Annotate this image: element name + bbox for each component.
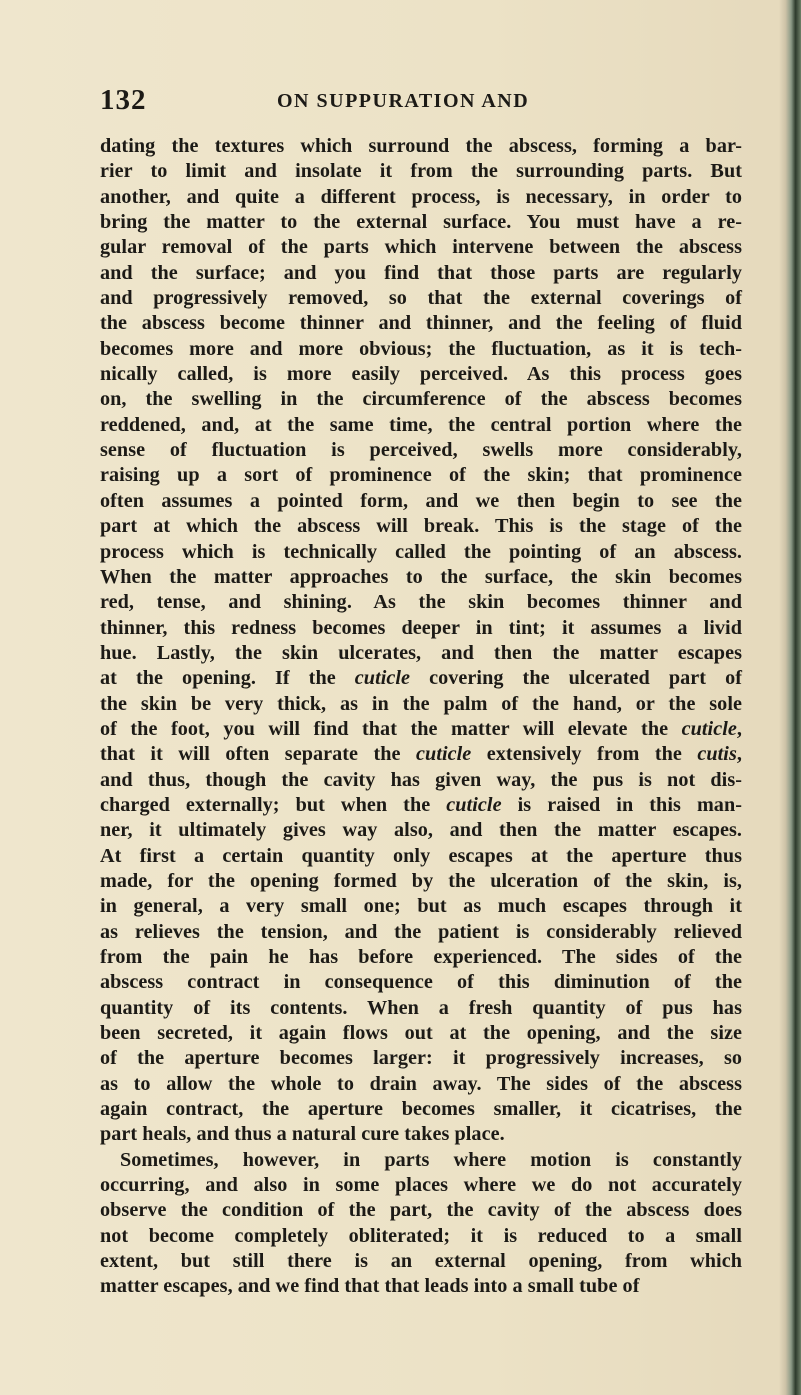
text-line: observe the condition of the part, the cavity of the abscess does	[100, 1199, 742, 1222]
text-line: rier to limit and insolate it from the surrounding parts. But	[100, 160, 742, 183]
text-line: reddened, and, at the same time, the central portion where the	[100, 413, 742, 436]
text-span: of the foot, you will find that the matter will elevate the	[100, 717, 682, 740]
text-line: ner, it ultimately gives way also, and then the matter escapes.	[100, 819, 742, 842]
text-span: extensively from the	[471, 743, 698, 766]
text-line: gular removal of the parts which intervene between the abscess	[100, 236, 742, 259]
text-line: bring the matter to the external surface. You must have a re-	[100, 211, 742, 234]
text-line: red, tense, and shining. As the skin becomes thinner and	[100, 591, 742, 614]
text-line: part at which the abscess will break. This is the stage of the	[100, 515, 742, 538]
text-line: not become completely obliterated; it is reduced to a small	[100, 1224, 742, 1247]
page-number: 132	[100, 84, 147, 116]
text-line: of the aperture becomes larger: it progressively increases, so	[100, 1047, 742, 1070]
text-line: as to allow the whole to drain away. The sides of the abscess	[100, 1072, 742, 1095]
text-line	[100, 793, 742, 818]
text-line: extent, but still there is an external opening, from which	[100, 1250, 742, 1273]
italic-term: cuticle	[416, 743, 472, 766]
text-span: covering the ulcerated part of	[410, 667, 742, 690]
text-line: made, for the opening formed by the ulceration of the skin, is,	[100, 869, 742, 892]
text-line: abscess contract in consequence of this diminution of the	[100, 971, 742, 994]
text-line: been secreted, it again flows out at the opening, and the size	[100, 1022, 742, 1045]
text-line: At first a certain quantity only escapes at the aperture thus	[100, 844, 742, 867]
text-line: again contract, the aperture becomes smaller, it cicatrises, the	[100, 1098, 742, 1121]
italic-term: cuticle	[446, 793, 502, 816]
text-line: and the surface; and you find that those parts are regularly	[100, 261, 742, 284]
text-line: another, and quite a different process, is necessary, in order to	[100, 185, 742, 208]
text-line: from the pain he has before experienced. The sides of the	[100, 946, 742, 968]
text-line: quantity of its contents. When a fresh quantity of pus has	[100, 996, 742, 1019]
text-line	[100, 742, 742, 767]
italic-term: cuticle	[354, 667, 411, 690]
text-span: charged externally; but when the	[100, 793, 447, 816]
text-line: matter escapes, and we find that that leads into a small tube of	[100, 1275, 640, 1298]
text-span: is raised in this man-	[501, 793, 743, 816]
text-line: thinner, this redness becomes deeper in tint; it assumes a livid	[100, 616, 742, 639]
text-line: part heals, and thus a natural cure takes place.	[100, 1123, 505, 1146]
text-line: and progressively removed, so that the external coverings of	[100, 287, 742, 310]
text-line: dating the textures which surround the abscess, forming a bar-	[100, 135, 742, 157]
text-line: becomes more and more obvious; the fluctuation, as it is tech-	[100, 337, 742, 360]
italic-term: cutis	[697, 743, 737, 766]
text-span: ,	[736, 717, 742, 740]
text-line: and thus, though the cavity has given way, the pus is not dis-	[100, 768, 742, 791]
text-line: in general, a very small one; but as much escapes through it	[100, 895, 742, 918]
text-line: as relieves the tension, and the patient is considerably relieved	[100, 920, 742, 943]
text-span: at the opening. If the	[100, 667, 355, 690]
running-head: ON SUPPURATION AND	[277, 90, 530, 112]
text-span: ,	[736, 743, 742, 766]
text-line	[100, 717, 742, 742]
text-line: sense of fluctuation is perceived, swells more considerably,	[100, 439, 742, 462]
text-line: nically called, is more easily perceived. As this process goes	[100, 363, 742, 386]
text-line: raising up a sort of prominence of the skin; that prominence	[100, 464, 742, 487]
text-line: Sometimes, however, in parts where motion is constantly	[120, 1148, 742, 1171]
italic-term: cuticle	[681, 717, 737, 740]
text-line: often assumes a pointed form, and we then begin to see the	[100, 489, 742, 512]
text-line	[100, 666, 742, 691]
text-line: process which is technically called the pointing of an abscess.	[100, 540, 742, 563]
text-line: hue. Lastly, the skin ulcerates, and then the matter escapes	[100, 641, 742, 664]
text-line: When the matter approaches to the surface, the skin becomes	[100, 565, 742, 588]
text-span: that it will often separate the	[100, 743, 417, 766]
text-line: the skin be very thick, as in the palm of the hand, or the sole	[100, 692, 742, 715]
body-text	[100, 134, 742, 1300]
page-edge	[779, 0, 801, 1395]
text-line: occurring, and also in some places where we do not accurately	[100, 1174, 742, 1197]
text-line: the abscess become thinner and thinner, and the feeling of fluid	[100, 312, 742, 335]
text-line: on, the swelling in the circumference of the abscess becomes	[100, 388, 742, 411]
page-header	[100, 84, 740, 124]
